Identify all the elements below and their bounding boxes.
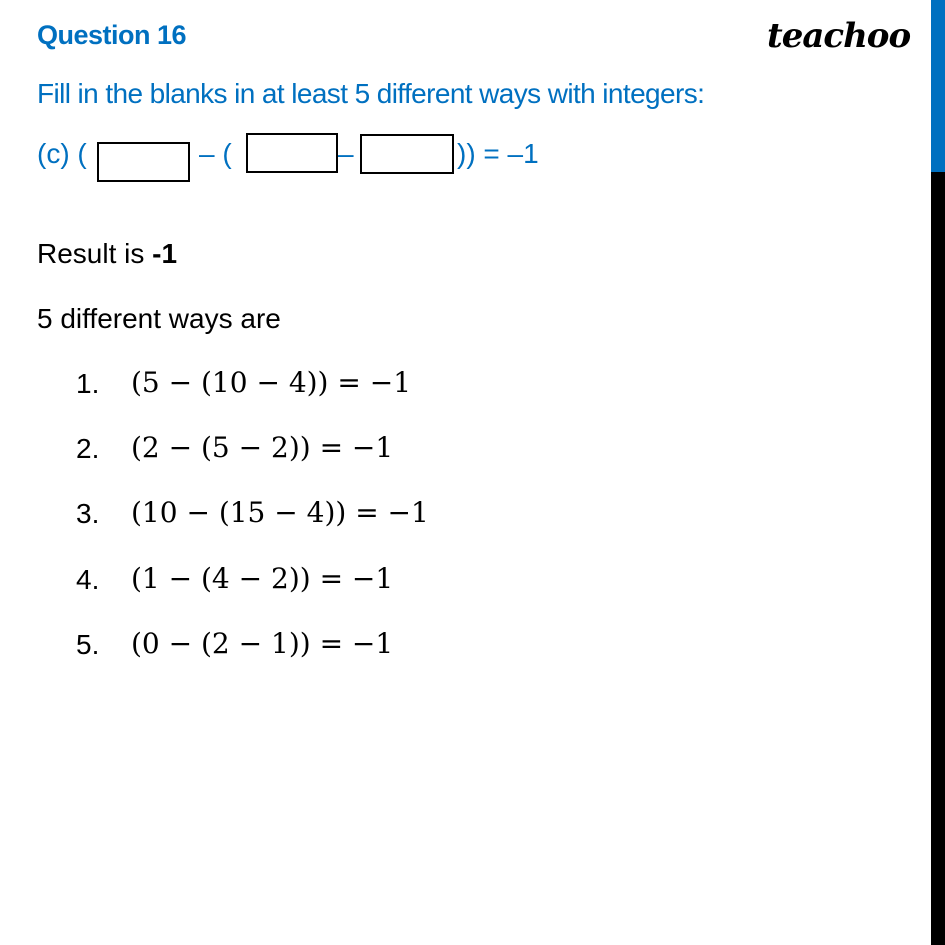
equation: (0 − (2 − 1)) = −1 <box>131 627 394 660</box>
close-and-result: )) = –1 <box>457 138 539 169</box>
result-value: -1 <box>152 238 178 269</box>
inner-minus: – <box>338 138 354 169</box>
part-label: (c) ( <box>37 138 87 169</box>
list-number: 1. <box>76 368 100 399</box>
equation: (10 − (15 − 4)) = −1 <box>131 496 429 529</box>
blank-box-2 <box>246 133 338 173</box>
blank-box-1 <box>97 142 190 182</box>
equation: (5 − (10 − 4)) = −1 <box>131 366 412 399</box>
result-line <box>37 238 177 270</box>
result-prefix: Result is <box>37 238 153 269</box>
blank-box-3 <box>360 134 454 174</box>
question-title: Question 16 <box>37 20 187 50</box>
list-number: 4. <box>76 564 100 595</box>
list-number: 3. <box>76 498 100 529</box>
side-accent-bar-black <box>931 172 945 945</box>
equation: (1 − (4 − 2)) = −1 <box>131 562 394 595</box>
list-number: 2. <box>76 433 100 464</box>
equation: (2 − (5 − 2)) = −1 <box>131 431 394 464</box>
list-number: 5. <box>76 629 100 660</box>
minus-open-paren: – ( <box>199 138 232 169</box>
ways-intro: 5 different ways are <box>37 303 281 334</box>
side-accent-bar-blue <box>931 0 945 172</box>
teachoo-logo: teachoo <box>767 16 911 56</box>
question-prompt: Fill in the blanks in at least 5 different ways with integers: <box>37 78 705 109</box>
